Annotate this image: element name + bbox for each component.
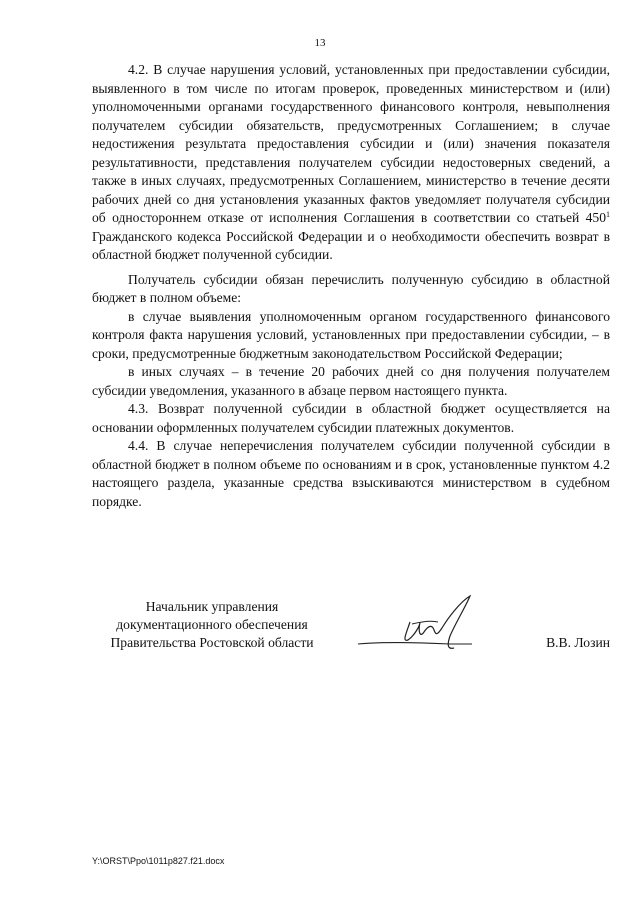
file-path: Y:\ORST\Ppo\1011p827.f21.docx: [92, 856, 225, 866]
paragraph-obligation: Получатель субсидии обязан перечислить полученную субсидию в областной бюджет в полном объеме:: [92, 271, 610, 305]
paragraph-4-2-tail: Гражданского кодекса Российской Федерации и о необходимости обеспечить возврат в областной бюджет полученной субсидии.: [92, 228, 610, 262]
signatory-title-line: документационного обеспечения: [116, 617, 308, 632]
signatory-title-line: Правительства Ростовской области: [110, 635, 314, 650]
paragraph-4-3: 4.3. Возврат полученной субсидии в областной бюджет осуществляется на основании оформленных получателем субсидии платежных документов.: [92, 401, 610, 435]
paragraph-case-other: в иных случаях – в течение 20 рабочих дней со дня получения получателем субсидии уведомления, указанного в абзаце первом настоящего пункта.: [92, 364, 610, 398]
signatory-title: [92, 598, 332, 652]
handwritten-signature: [350, 592, 500, 658]
paragraph-4-2: [92, 61, 610, 265]
paragraph-4-4: 4.4. В случае неперечисления получателем субсидии полученной субсидии в областной бюджет в полном объеме по основаниям и в срок, установленные пунктом 4.2 настоящего раздела, указанные средства взыскиваются министерством в судебном порядке.: [92, 438, 610, 509]
signatory-name: В.В. Лозин: [546, 635, 610, 650]
signature-block: [92, 598, 610, 678]
document-body: [92, 61, 610, 511]
paragraph-case-control: в случае выявления уполномоченным органом государственного финансового контроля факта нарушения условий, установленных при предоставлении субсидии, – в сроки, предусмотренные бюджетным законодательством Российской Федерации;: [92, 308, 610, 361]
article-superscript: 1: [606, 210, 610, 219]
signatory-title-line: Начальник управления: [145, 599, 279, 614]
paragraph-4-2-text: 4.2. В случае нарушения условий, установленных при предоставлении субсидии, выявленного в том числе по итогам проверок, проведенных министерством и (или) уполномоченными органами государственного финансового контроля, невыполнения получателем субсидии обязательств, предусмотренных Соглашением; в случае недостижения результата предоставления субсидии и (или) значения показателя результативности, представления получателем субсидии недостоверных сведений, а также в иных случаях, предусмотренных Соглашением, министерство в течение десяти рабочих дней со дня установления указанных фактов уведомляет получателя субсидии об одностороннем отказе от исполнения Соглашения в соответствии со статьей 450: [92, 62, 610, 225]
page-number: 13: [314, 37, 326, 49]
